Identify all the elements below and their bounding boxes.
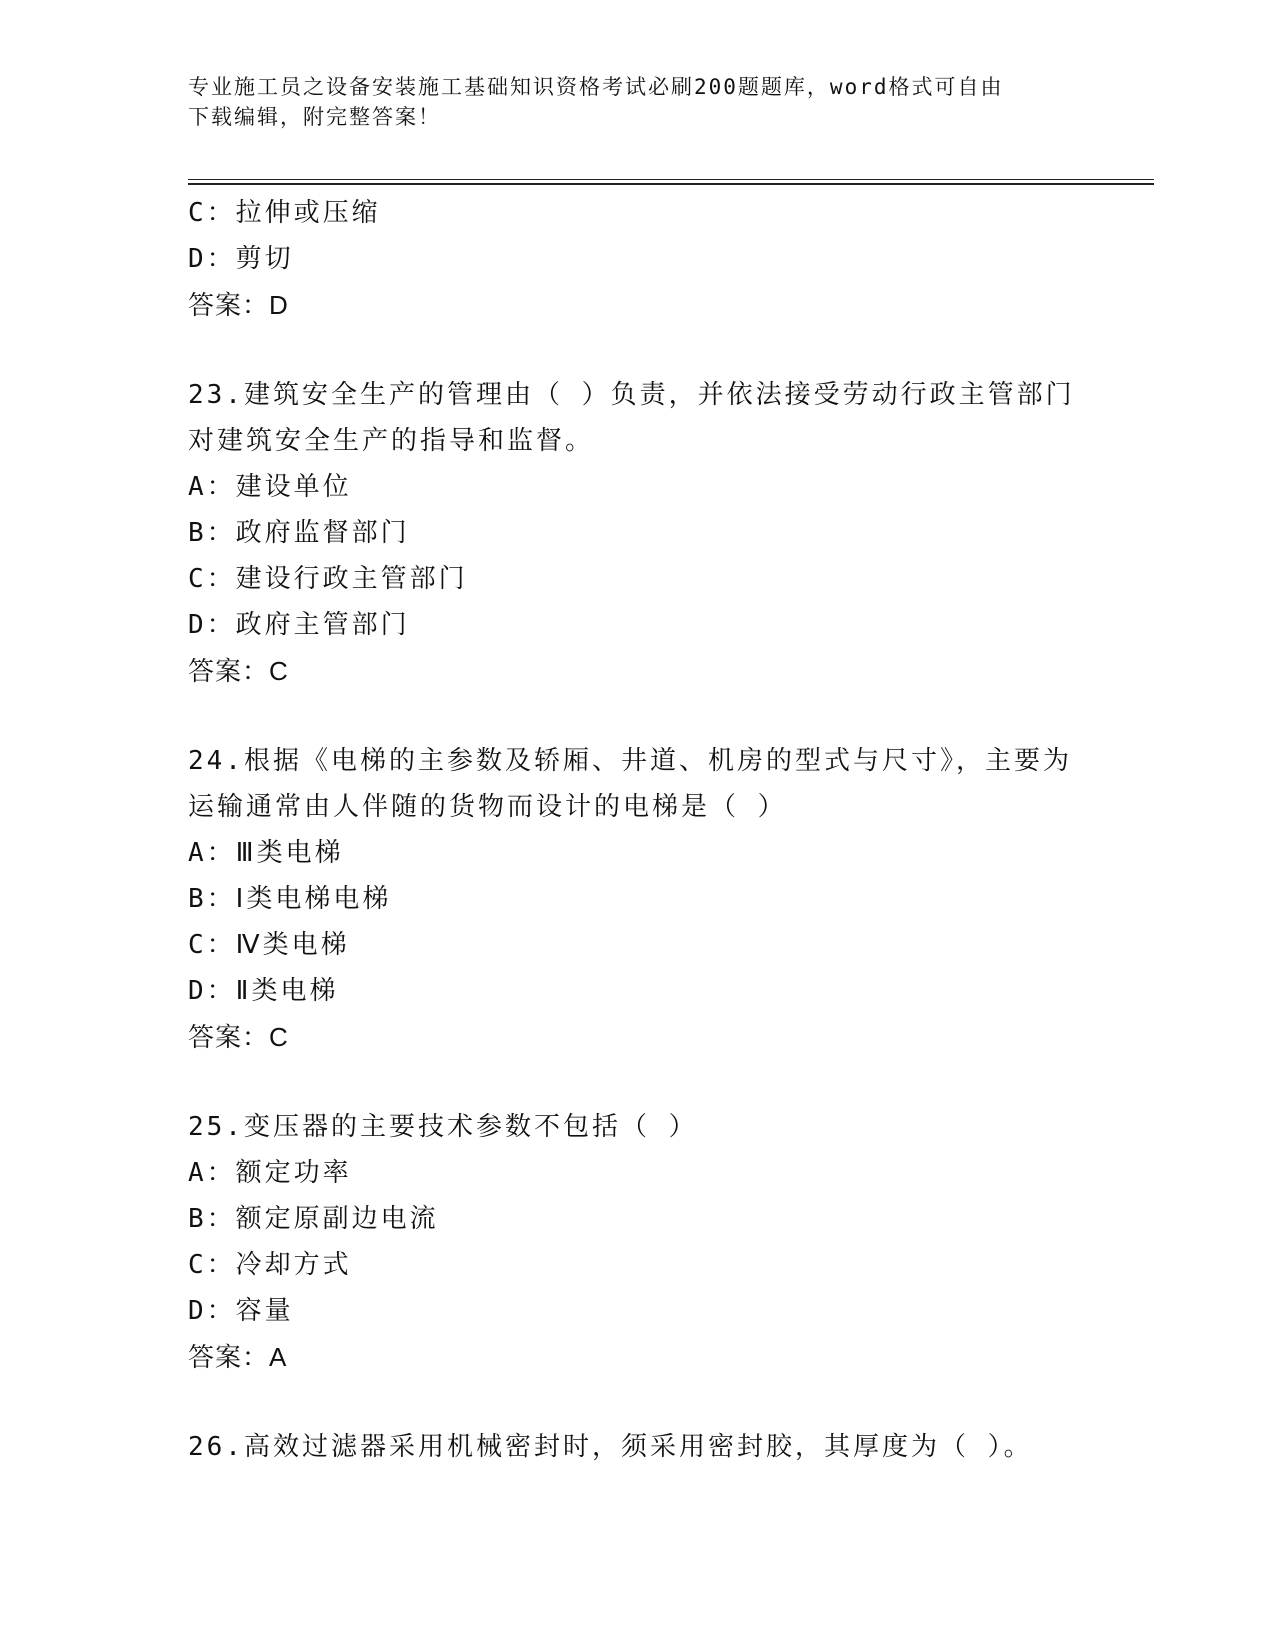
option-b: B：Ⅰ类电梯电梯 <box>188 884 392 914</box>
question-stem-line: 24.根据《电梯的主参数及轿厢、井道、机房的型式与尺寸》，主要为 <box>188 746 1072 776</box>
header-title-line-2: 下载编辑，附完整答案！ <box>188 105 441 129</box>
option-d: D：政府主管部门 <box>188 610 410 640</box>
question-26 <box>188 1424 1088 1470</box>
answer-line: 答案：C <box>188 656 289 686</box>
question-stem-line: 对建筑安全生产的指导和监督。 <box>188 426 595 456</box>
option-d: D：Ⅱ类电梯 <box>188 976 339 1006</box>
option-d: D：剪切 <box>188 244 294 274</box>
header-divider-thick <box>188 183 1154 185</box>
option-c: C：拉伸或压缩 <box>188 198 381 228</box>
option-a: A：建设单位 <box>188 472 352 502</box>
answer-line: 答案：C <box>188 1022 289 1052</box>
option-b: B：额定原副边电流 <box>188 1204 439 1234</box>
question-content <box>188 190 1088 1470</box>
document-header <box>188 72 1088 132</box>
option-c: C：Ⅳ类电梯 <box>188 930 350 960</box>
answer-line: 答案：D <box>188 290 289 320</box>
option-a: A：额定功率 <box>188 1158 352 1188</box>
header-divider-thin <box>188 179 1154 180</box>
question-25 <box>188 1104 1088 1380</box>
question-stem-line: 25.变压器的主要技术参数不包括（ ） <box>188 1112 698 1142</box>
header-title-line-1: 专业施工员之设备安装施工基础知识资格考试必刷200题题库，word格式可自由 <box>188 75 1004 99</box>
question-stem-line: 运输通常由人伴随的货物而设计的电梯是（ ） <box>188 792 787 822</box>
question-23 <box>188 372 1088 694</box>
option-d: D：容量 <box>188 1296 294 1326</box>
answer-line: 答案：A <box>188 1342 288 1372</box>
option-c: C：建设行政主管部门 <box>188 564 468 594</box>
question-24 <box>188 738 1088 1060</box>
option-a: A：Ⅲ类电梯 <box>188 838 344 868</box>
option-c: C：冷却方式 <box>188 1250 352 1280</box>
question-stem-line: 23.建筑安全生产的管理由（ ）负责，并依法接受劳动行政主管部门 <box>188 380 1075 410</box>
question-stem-line: 26.高效过滤器采用机械密封时，须采用密封胶，其厚度为（ ）。 <box>188 1432 1033 1462</box>
option-b: B：政府监督部门 <box>188 518 410 548</box>
question-22-continuation <box>188 190 1088 328</box>
